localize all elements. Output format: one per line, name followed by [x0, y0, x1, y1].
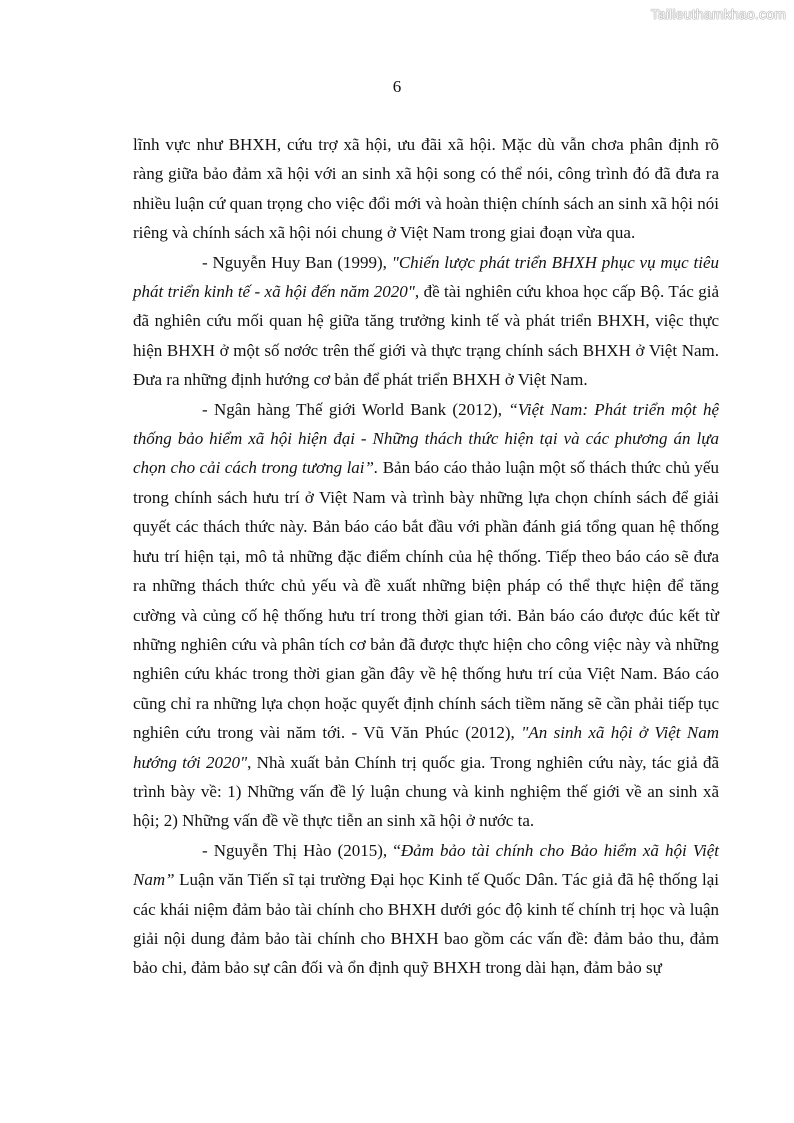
- document-body: [133, 130, 719, 983]
- paragraph-nguyen-thi-hao: [133, 836, 719, 983]
- paragraph-text: Bản báo cáo thảo luận một số thách thức chủ yếu trong chính sách hưu trí ở Việt Nam và trình bày những lựa chọn chính sách để giải quyết các thách thức này. Bản báo cáo bắt đầu với phần đánh giá tổng quan hệ thống hưu trí hiện tại, mô tả những đặc điểm chính của hệ thống. Tiếp theo báo cáo sẽ đưa ra những thách thức chủ yếu và đề xuất những biện pháp có thể thực hiện để tăng cường và củng cố hệ thống hưu trí trong thời gian tới. Bản báo cáo được đúc kết từ những nghiên cứu và phân tích cơ bản đã được thực hiện cho công việc này và những nghiên cứu khác trong thời gian gần đây về hệ thống hưu trí của Việt Nam. Báo cáo cũng chỉ ra những lựa chọn hoặc quyết định chính sách tiềm năng sẽ cần phải tiếp tục nghiên cứu trong vài năm tới. - Vũ Văn Phúc (2012),: [133, 458, 719, 743]
- work-title: “Việt Nam: Phát triển một hệ thống bảo hiểm xã hội hiện đại - Những thách thức hiện tại và các phương án lựa chọn cho cải cách trong tương lai”.: [133, 399, 720, 478]
- watermark-text: Tailieuthamkhao.com: [650, 6, 786, 22]
- page-number: 6: [392, 77, 402, 96]
- paragraph-text: , Nhà xuất bản Chính trị quốc gia. Trong nghiên cứu này, tác giả đã trình bày về: 1) Những vấn đề lý luận chung và kinh nghiệm thế giới về an sinh xã hội; 2) Những vấn đề về thực tiễn an sinh xã hội ở nước ta.: [133, 752, 719, 831]
- paragraph-continuation: [133, 130, 719, 248]
- paragraph-text: , đề tài nghiên cứu khoa học cấp Bộ. Tác giả đã nghiên cứu mối quan hệ giữa tăng trưởng kinh tế và phát triển BHXH, việc thực hiện BHXH ở một số nơớc trên thế giới và thực trạng chính sách BHXH ở Việt Nam. Đưa ra những định hướng cơ bản để phát triển BHXH ở Việt Nam.: [133, 282, 719, 390]
- work-title: "An sinh xã hội ở Việt Nam hướng tới 2020": [133, 723, 720, 772]
- paragraph-world-bank: [133, 395, 719, 836]
- paragraph-text: Luận văn Tiến sĩ tại trường Đại học Kinh tế Quốc Dân. Tác giả đã hệ thống lại các khái niệm đảm bảo tài chính cho BHXH dưới góc độ kinh tế chính trị học và luận giải nội dung đảm bảo tài chính cho BHXH bao gồm các vấn đề: đảm bảo thu, đảm bảo chi, đảm bảo sự cân đối và ổn định quỹ BHXH trong dài hạn, đảm bảo sự: [133, 870, 719, 978]
- work-title: Đảm bảo tài chính cho Bảo hiểm xã hội Việt Nam”: [133, 840, 719, 890]
- paragraph-nguyen-huy-ban: [133, 248, 719, 395]
- paragraph-text: - Nguyễn Huy Ban (1999),: [202, 252, 392, 272]
- paragraph-text: - Nguyễn Thị Hào (2015), “: [202, 840, 401, 860]
- paragraph-text: lĩnh vực như BHXH, cứu trợ xã hội, ưu đãi xã hội. Mặc dù vẫn chơa phân định rõ ràng giữa bảo đảm xã hội với an sinh xã hội song có thể nói, công trình đó đã đưa ra nhiều luận cứ quan trọng cho việc đổi mới và hoàn thiện chính sách an sinh xã hội nói riêng và chính sách xã hội nói chung ở Việt Nam trong giai đoạn vừa qua.: [133, 135, 719, 243]
- work-title: "Chiến lược phát triển BHXH phục vụ mục tiêu phát triển kinh tế - xã hội đến năm 2020": [133, 252, 719, 302]
- paragraph-text: - Ngân hàng Thế giới World Bank (2012),: [202, 399, 509, 419]
